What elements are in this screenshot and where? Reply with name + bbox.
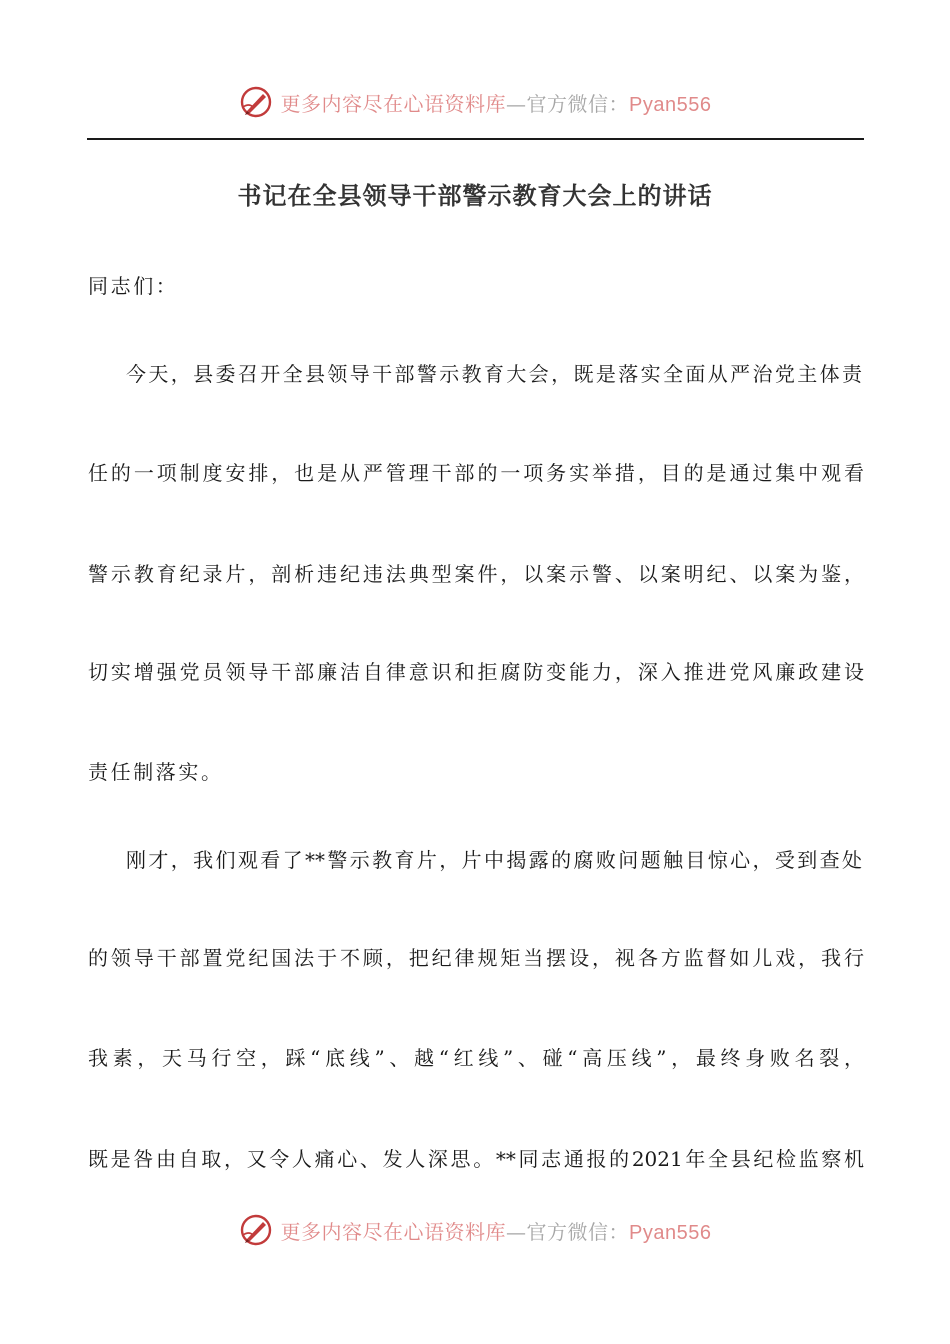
paragraph-line: 今天，县委召开全县领导干部警示教育大会，既是落实全面从严治党主体责 (126, 362, 862, 386)
header-watermark (0, 82, 950, 122)
paragraph-line: 任的一项制度安排，也是从严管理干部的一项务实举措，目的是通过集中观看 (88, 461, 864, 485)
pen-logo-icon (239, 85, 273, 119)
brand-dash: — (506, 91, 527, 116)
pen-logo-icon (239, 1213, 273, 1247)
brand-dash: — (506, 1219, 527, 1244)
document-title: 书记在全县领导干部警示教育大会上的讲话 (237, 182, 713, 210)
brand-name: 更多内容尽在心语资料库 (280, 91, 507, 116)
wechat-id: Pyan556 (629, 93, 712, 116)
footer-watermark (0, 1210, 950, 1250)
header-divider (87, 138, 864, 140)
official-label: 官方微信： (526, 1219, 630, 1244)
official-label: 官方微信： (526, 91, 630, 116)
paragraph-line: 刚才，我们观看了**警示教育片，片中揭露的腐败问题触目惊心，受到查处 (126, 848, 862, 872)
watermark-text (281, 1216, 712, 1245)
watermark-text (281, 88, 712, 117)
paragraph-line: 的领导干部置党纪国法于不顾，把纪律规矩当摆设，视各方监督如儿戏，我行 (88, 946, 864, 970)
paragraph-line: 责任制落实。 (88, 760, 224, 784)
wechat-id: Pyan556 (629, 1221, 712, 1244)
paragraph-line: 我素，天马行空，踩“底线”、越“红线”、碰“高压线”，最终身败名裂， (88, 1046, 864, 1070)
paragraph-line: 警示教育纪录片，剖析违纪违法典型案件，以案示警、以案明纪、以案为鉴， (88, 562, 864, 586)
salutation: 同志们： (88, 274, 179, 298)
brand-name: 更多内容尽在心语资料库 (280, 1219, 507, 1244)
paragraph-line: 切实增强党员领导干部廉洁自律意识和拒腐防变能力，深入推进党风廉政建设 (88, 660, 864, 684)
paragraph-line: 既是咎由自取，又令人痛心、发人深思。**同志通报的2021年全县纪检监察机 (88, 1147, 864, 1171)
